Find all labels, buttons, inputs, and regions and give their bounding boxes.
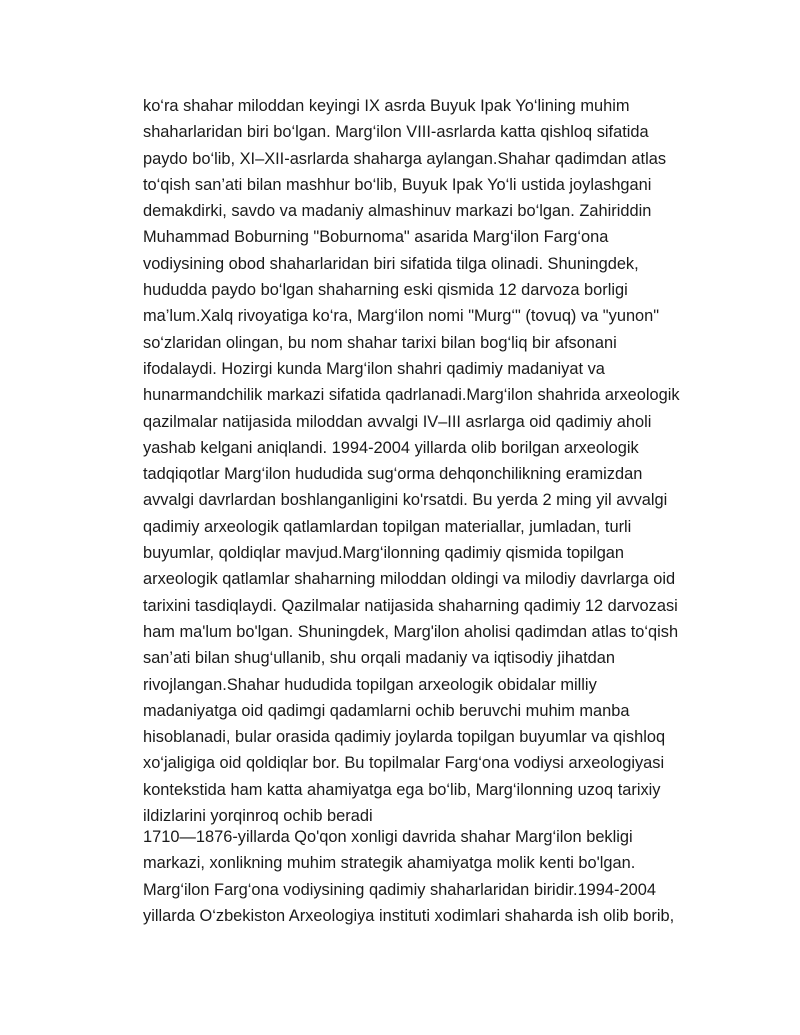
text-line: hududda paydo bo‘lgan shaharning eski qismida 12 darvoza borligi bbox=[143, 281, 628, 300]
text-line: ko‘ra shahar miloddan keyingi IX asrda Buyuk Ipak Yo‘lining muhim bbox=[143, 97, 630, 115]
text-line: buyumlar, qoldiqlar mavjud.Marg‘ilonning qadimiy qismida topilgan bbox=[143, 544, 625, 563]
text-line: arxeologik qatlamlar shaharning miloddan oldingi va milodiy davrlarga oid bbox=[143, 570, 676, 589]
text-line: Marg‘ilon Farg‘ona vodiysining qadimiy shaharlaridan biridir.1994-2004 bbox=[143, 880, 656, 899]
text-line: paydo bo‘lib, XI–XII-asrlarda shaharga aylangan.Shahar qadimdan atlas bbox=[143, 149, 667, 168]
text-line: tarixini tasdiqlaydi. Qazilmalar natijasida shaharning qadimiy 12 darvozasi bbox=[143, 596, 678, 615]
text-line: hunarmandchilik markazi sifatida qadrlanadi.Marg‘ilon shahrida arxeologik bbox=[143, 386, 680, 405]
text-line: tadqiqotlar Marg‘ilon hududida sug‘orma dehqonchilikning eramizdan bbox=[143, 465, 643, 484]
text-line: ma’lum.Xalq rivoyatiga ko‘ra, Marg‘ilon nomi "Murg‘" (tovuq) va "yunon" bbox=[143, 307, 660, 326]
text-line: xo‘jaligiga oid qoldiqlar bor. Bu topilmalar Farg‘ona vodiysi arxeologiyasi bbox=[143, 754, 665, 773]
text-line: ham ma'lum bo'lgan. Shuningdek, Marg'ilon aholisi qadimdan atlas to‘qish bbox=[143, 622, 679, 641]
text-line: yillarda O‘zbekiston Arxeologiya instituti xodimlari shaharda ish olib borib, bbox=[143, 906, 675, 925]
text-line: yashab kelgani aniqlandi. 1994-2004 yillarda olib borilgan arxeologik bbox=[143, 438, 639, 457]
text-line: demakdirki, savdo va madaniy almashinuv markazi bo‘lgan. Zahiriddin bbox=[143, 202, 652, 221]
text-line: qazilmalar natijasida miloddan avvalgi IV–III asrlarga oid qadimiy aholi bbox=[143, 412, 652, 431]
text-line: rivojlangan.Shahar hududida topilgan arxeologik obidalar milliy bbox=[143, 675, 597, 694]
text-line: ildizlarini yorqinroq ochib beradi bbox=[143, 807, 373, 826]
text-line: qadimiy arxeologik qatlamlardan topilgan materiallar, jumladan, turli bbox=[143, 517, 632, 536]
text-line: to‘qish san’ati bilan mashhur bo‘lib, Buyuk Ipak Yo‘li ustida joylashgani bbox=[143, 175, 652, 194]
text-line: 1710—1876-yillarda Qo'qon xonligi davrida shahar Marg‘ilon bekligi bbox=[143, 828, 633, 846]
text-line: shaharlaridan biri bo‘lgan. Marg‘ilon VIII-asrlarda katta qishloq sifatida bbox=[143, 123, 649, 142]
text-line: avvalgi davrlardan boshlanganligini ko'rsatdi. Bu yerda 2 ming yil avvalgi bbox=[143, 491, 668, 510]
text-line: so‘zlaridan olingan, bu nom shahar tarixi bilan bog‘liq bir afsonani bbox=[143, 333, 617, 352]
text-line: ifodalaydi. Hozirgi kunda Marg‘ilon shahri qadimiy madaniyat va bbox=[143, 359, 605, 378]
text-line: madaniyatga oid qadimgi qadamlarni ochib beruvchi muhim manba bbox=[143, 701, 630, 720]
paragraph-2 bbox=[143, 824, 703, 929]
text-line: Muhammad Boburning "Boburnoma" asarida Marg‘ilon Farg‘ona bbox=[143, 228, 609, 247]
text-line: hisoblanadi, bular orasida qadimiy joylarda topilgan buyumlar va qishloq bbox=[143, 728, 666, 747]
paragraph-1 bbox=[143, 93, 703, 829]
text-line: vodiysining obod shaharlaridan biri sifatida tilga olinadi. Shuningdek, bbox=[143, 254, 639, 273]
text-line: markazi, xonlikning muhim strategik ahamiyatga molik kenti bo'lgan. bbox=[143, 854, 636, 873]
text-line: kontekstida ham katta ahamiyatga ega bo‘lib, Marg‘ilonning uzoq tarixiy bbox=[143, 780, 661, 799]
text-line: san’ati bilan shug‘ullanib, shu orqali madaniy va iqtisodiy jihatdan bbox=[143, 649, 615, 668]
